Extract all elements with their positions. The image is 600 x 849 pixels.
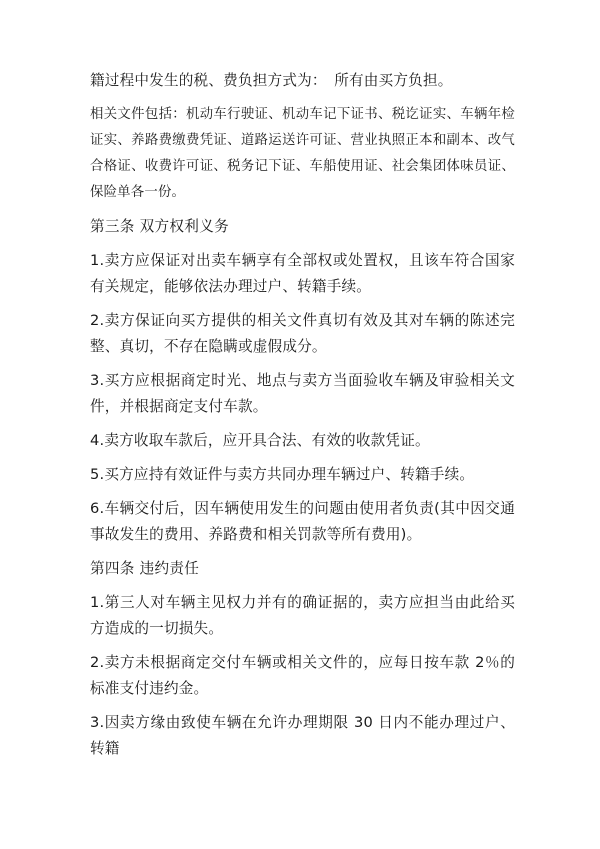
clause-3-5: 5.买方应持有效证件与卖方共同办理车辆过户、转籍手续。	[90, 466, 475, 483]
clause-3-6: 6.车辆交付后，因车辆使用发生的问题由使用者负责(其中因交通事故发生的费用、养路费和相关罚款等所有费用)。	[90, 500, 515, 543]
clause-3-4: 4.卖方收取车款后，应开具合法、有效的收款凭证。	[90, 432, 430, 449]
paragraph-tax-burden: 籍过程中发生的税、费负担方式为： 所有由买方负担。	[90, 72, 453, 89]
document-body	[90, 68, 515, 770]
paragraph-related-documents: 相关文件包括：机动车行驶证、机动车记下证书、税讫证实、车辆年检证实、养路费缴费凭证、道路运送许可证、营业执照正本和副本、改气合格证、收费许可证、税务记下证、车船使用证、社会集团体味员证、保险单各一份。	[90, 107, 515, 200]
section-heading-article-4: 第四条 违约责任	[90, 560, 200, 577]
clause-4-1: 1.第三人对车辆主见权力并有的确证据的，卖方应担当由此给买方造成的一切损失。	[90, 594, 515, 637]
clause-3-1: 1.卖方应保证对出卖车辆享有全部权或处置权，且该车符合国家有关规定，能够依法办理过户、转籍手续。	[90, 252, 515, 295]
clause-4-2: 2.卖方未根据商定交付车辆或相关文件的，应每日按车款 2％的标准支付违约金。	[90, 654, 515, 697]
clause-4-3: 3.因卖方缘由致使车辆在允许办理期限 30 日内不能办理过户、转籍	[90, 714, 515, 757]
clause-3-3: 3.买方应根据商定时光、地点与卖方当面验收车辆及审验相关文件，并根据商定支付车款。	[90, 372, 515, 415]
clause-3-2: 2.卖方保证向买方提供的相关文件真切有效及其对车辆的陈述完整、真切，不存在隐瞒或虚假成分。	[90, 312, 515, 355]
section-heading-article-3: 第三条 双方权利义务	[90, 218, 229, 235]
